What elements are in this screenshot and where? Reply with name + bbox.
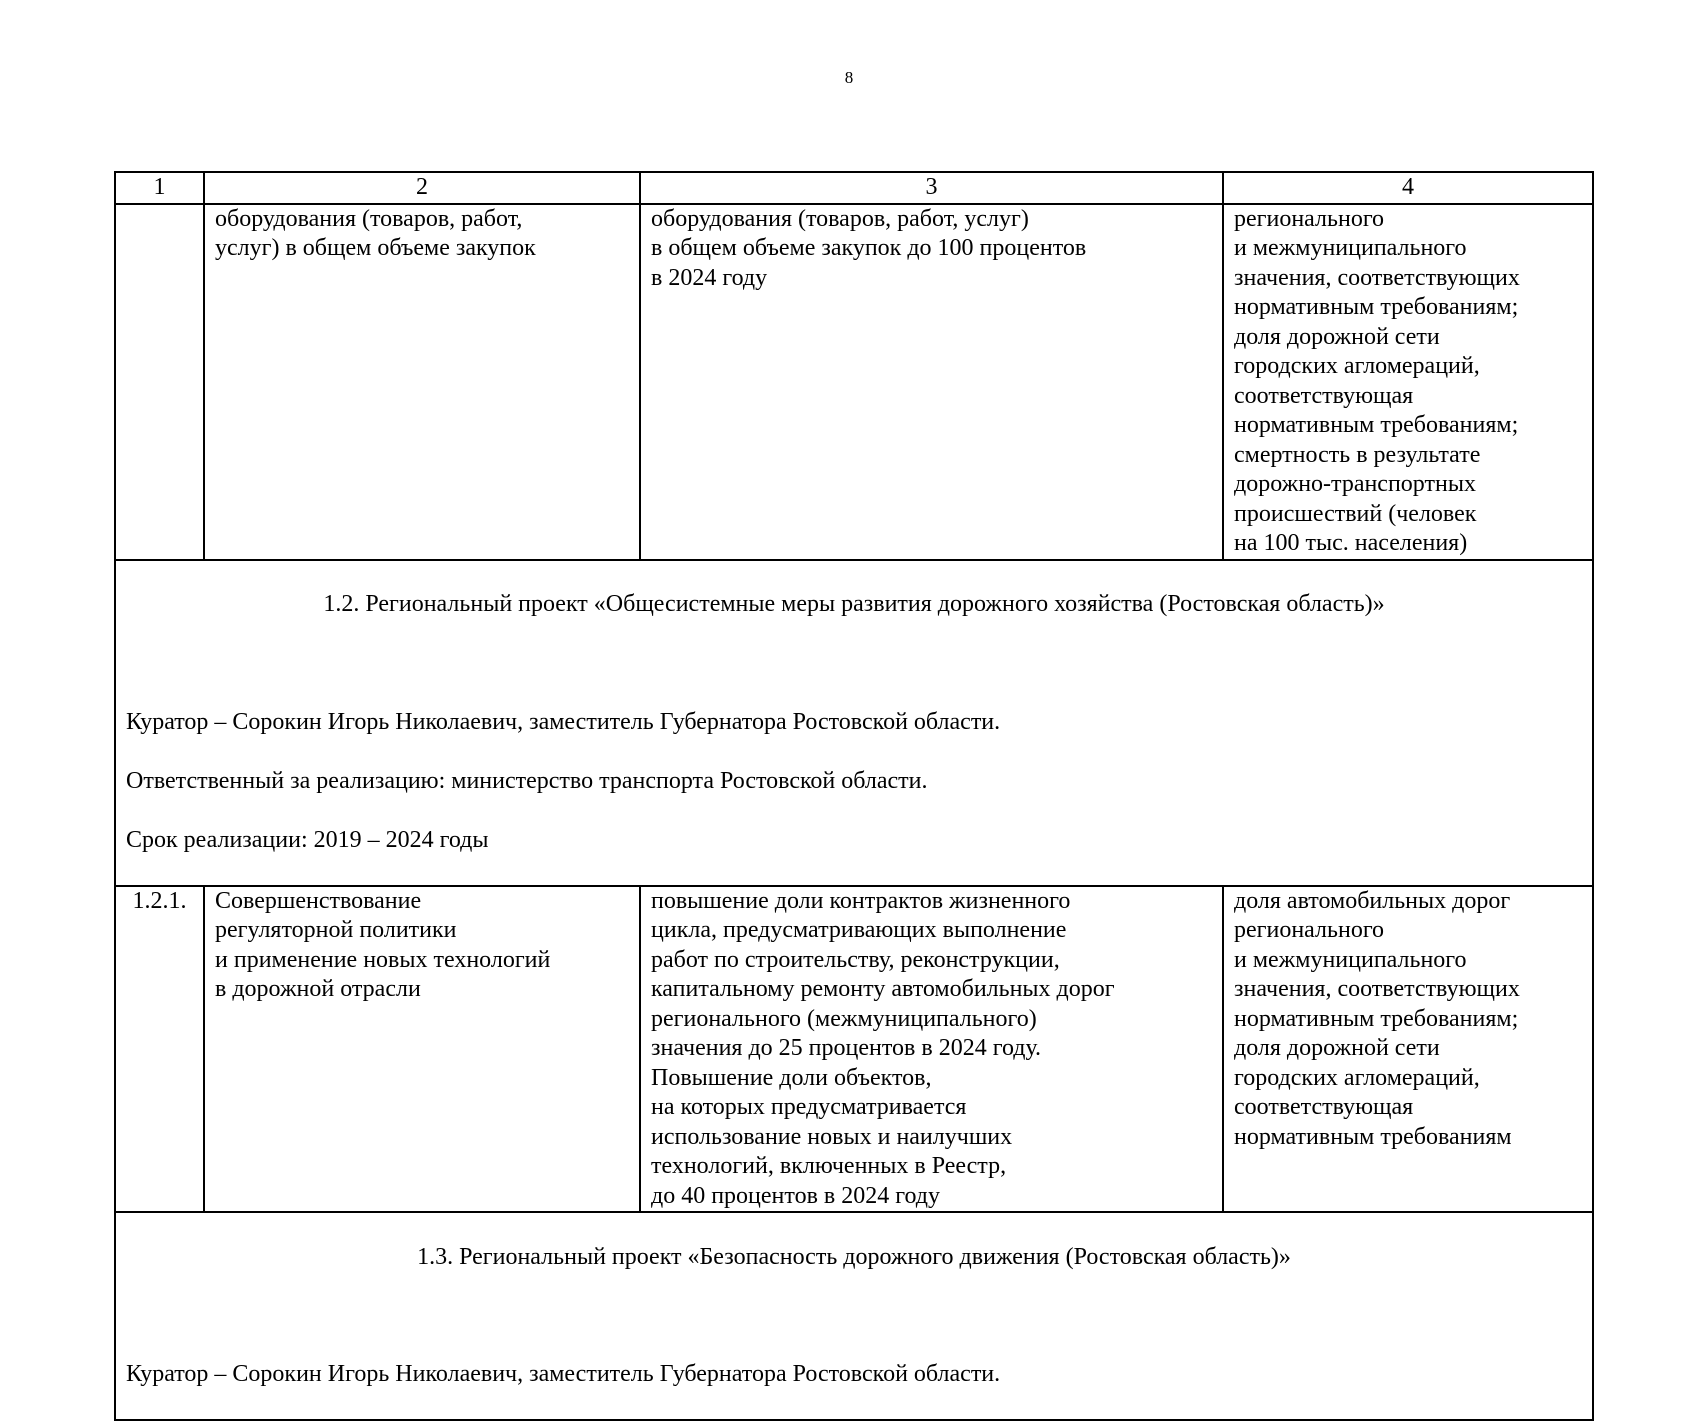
project-row-1-2 xyxy=(115,560,1593,886)
page-number: 8 xyxy=(844,68,854,87)
column-header-4: 4 xyxy=(1223,172,1593,204)
table-row xyxy=(115,204,1593,560)
indicator-cell: доля автомобильных дорог регионального и межмуниципального значения, соответствующих нормативным требованиям; доля дорожной сети городских агломераций, соответствующая нормативным требованиям xyxy=(1223,886,1593,1213)
project-title: 1.3. Региональный проект «Безопасность дорожного движения (Ростовская область)» xyxy=(417,1243,1291,1270)
expected-result-cell: оборудования (товаров, работ, услуг) в общем объеме закупок до 100 процентов в 2024 году xyxy=(640,204,1223,560)
table-header-row xyxy=(115,172,1593,204)
event-name-cell: Совершенствование регуляторной политики и применение новых технологий в дорожной отрасли xyxy=(204,886,640,1213)
indicator-cell: регионального и межмуниципального значения, соответствующих нормативным требованиям; доля дорожной сети городских агломераций, соответствующая нормативным требованиям; смертность в результате дорожно-транспортных происшествий (человек на 100 тыс. населения) xyxy=(1223,204,1593,560)
expected-result-cell: повышение доли контрактов жизненного цикла, предусматривающих выполнение работ по строительству, реконструкции, капитальному ремонту автомобильных дорог регионального (межмуниципального) значения до 25 процентов в 2024 году. Повышение доли объектов, на которых предусматривается использование новых и наилучших технологий, включенных в Реестр, до 40 процентов в 2024 году xyxy=(640,886,1223,1213)
event-name-cell: оборудования (товаров, работ, услуг) в общем объеме закупок xyxy=(204,204,640,560)
project-term: Срок реализации: 2019 – 2024 годы xyxy=(126,826,489,853)
row-number-cell xyxy=(115,204,204,560)
column-header-1: 1 xyxy=(115,172,204,204)
table-row xyxy=(115,886,1593,1213)
spacer xyxy=(126,1302,1582,1331)
project-row-1-3 xyxy=(115,1212,1593,1420)
column-header-2: 2 xyxy=(204,172,640,204)
project-cell-1-2 xyxy=(115,560,1593,886)
project-cell-1-3 xyxy=(115,1212,1593,1420)
row-number-cell: 1.2.1. xyxy=(115,886,204,1213)
project-responsible: Ответственный за реализацию: министерство транспорта Ростовской области. xyxy=(126,767,928,794)
project-curator: Куратор – Сорокин Игорь Николаевич, заместитель Губернатора Ростовской области. xyxy=(126,708,1001,735)
project-title: 1.2. Региональный проект «Общесистемные меры развития дорожного хозяйства (Ростовская область)» xyxy=(323,591,1385,617)
project-curator: Куратор – Сорокин Игорь Николаевич, заместитель Губернатора Ростовской области. xyxy=(126,1361,1001,1387)
program-table xyxy=(114,171,1594,1421)
column-header-3: 3 xyxy=(640,172,1223,204)
spacer xyxy=(126,649,1582,678)
